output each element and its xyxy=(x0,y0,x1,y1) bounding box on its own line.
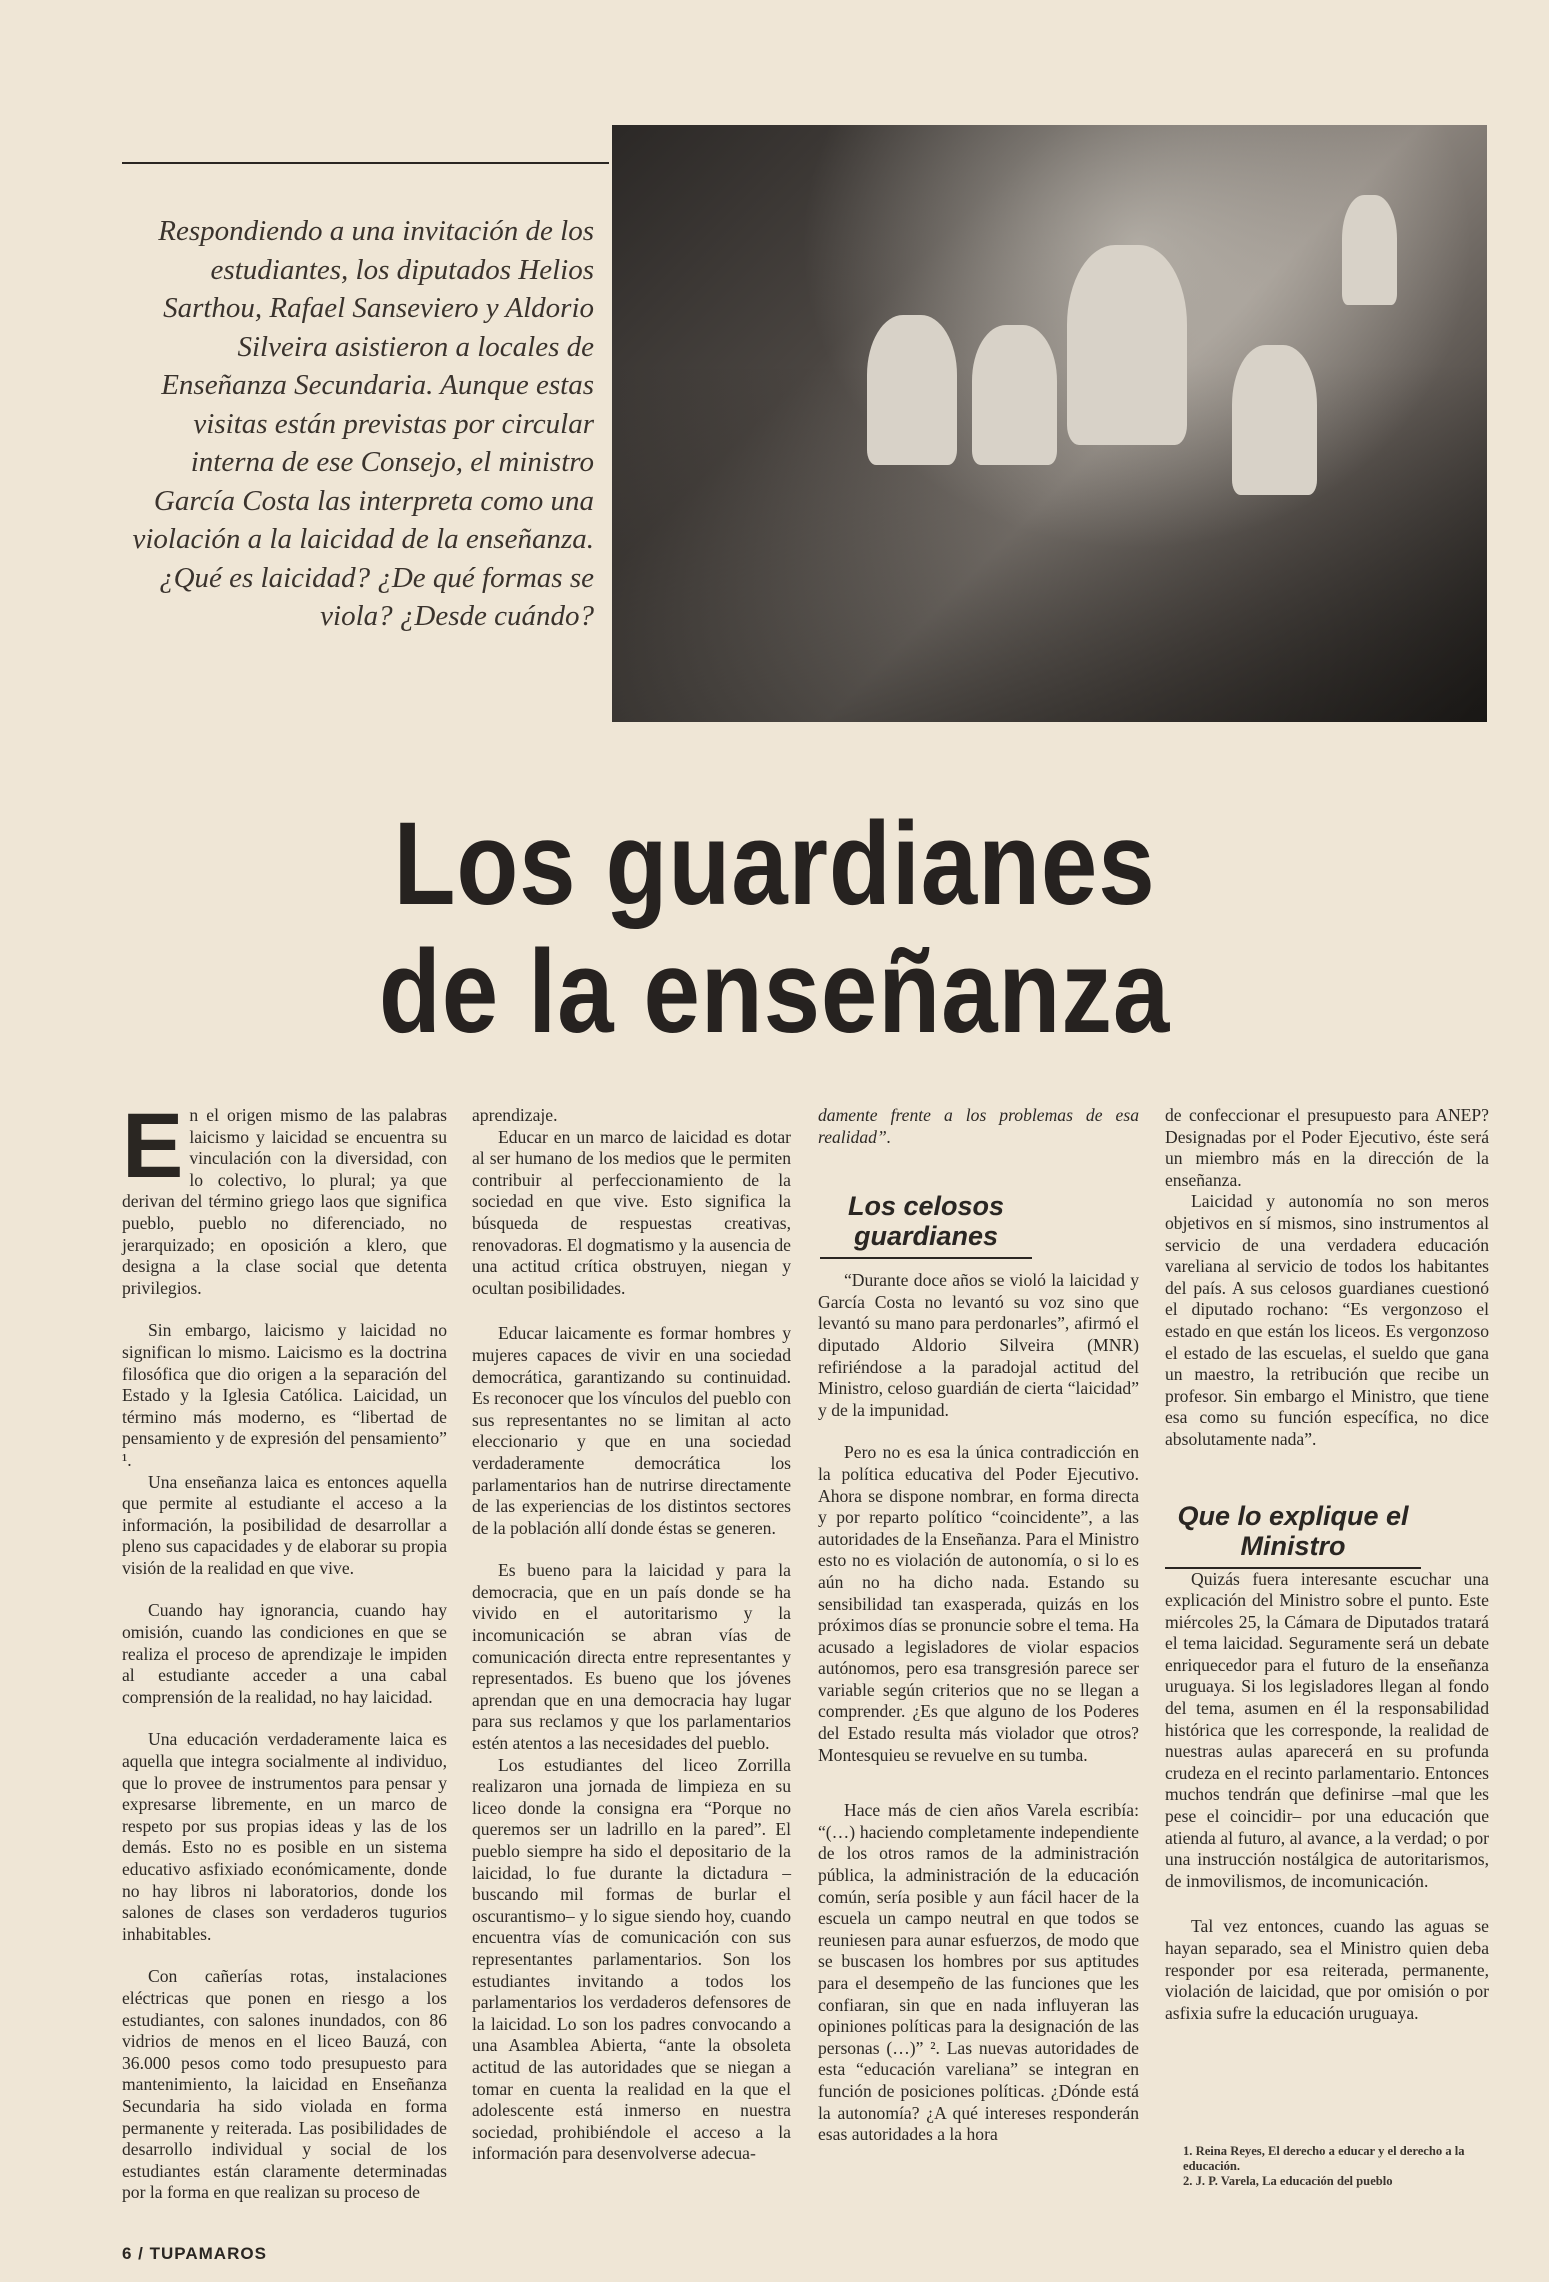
footnote-2: 2. J. P. Varela, La educación del pueblo xyxy=(1183,2174,1393,2188)
paragraph: de confeccionar el presupuesto para ANEP? Designadas por el Poder Ejecutivo, éste será un miembro más en la dirección de la enseñanza. xyxy=(1165,1105,1489,1190)
paragraph: Educar en un marco de laicidad es dotar al ser humano de los medios que le permiten contribuir al perfeccionamiento de la sociedad en que vive. Esto significa la búsqueda de respuestas creativas, renovadoras. El dogmatismo y la ausencia de una actitud crítica obstruyen, niegan y ocultan posibilidades. xyxy=(472,1126,791,1298)
page-footer: 6 / TUPAMAROS xyxy=(122,2244,267,2263)
subhead-que-lo-explique: Que lo explique el Ministro xyxy=(1165,1501,1421,1569)
lede-intro: Respondiendo a una invitación de los estudiantes, los diputados Helios Sarthou, Rafael Sanseviero y Aldorio Silveira asistieron a locales de Enseñanza Secundaria. Aunque estas visitas están previstas por circular interna de ese Consejo, el ministro García Costa las interpreta como una violación a la laicidad de la enseñanza. ¿Qué es laicidad? ¿De qué formas se viola? ¿Desde cuándo? xyxy=(132,215,594,632)
paragraph: Sin embargo, laicismo y laicidad no significan lo mismo. Laicismo es la doctrina filosófica que dio origen a la separación del Estado y la Iglesia Católica. Laicidad, un término más moderno, es “libertad de pensamiento y de expresión del pensamiento” ¹. xyxy=(122,1320,447,1470)
paragraph: Quizás fuera interesante escuchar una explicación del Ministro sobre el punto. Este miércoles 25, la Cámara de Diputados tratará el tema laicidad. Seguramente será un debate enriquecedor para el futuro de la enseñanza uruguaya. Si los legisladores llegan al fondo del tema, asumen en él la responsabilidad histórica que les corresponde, la realidad de nuestras aulas aparecerá en su profunda crudeza en el recinto parlamentario. Entonces muchos tendrán que definirse –mal que les pese el coincidir– por una educación que atienda al futuro, al avance, a la verdad; o por una instrucción nostálgica de autoritarismos, de inmovilismos, de incomunicación. xyxy=(1165,1568,1489,1891)
paragraph: Laicidad y autonomía no son meros objetivos en sí mismos, sino instrumentos al servicio de una verdadera educación vareliana al servicio de todos los habitantes del país. A sus celosos guardianes cuestionó el diputado rochano: “Es vergonzoso el estado en que están los liceos. Es vergonzoso el estado de las escuelas, el sueldo que gana un maestro, la retribución que recibe un profesor. Sin embargo el Ministro, que tiene esa como su función específica, no dice absolutamente nada”. xyxy=(1165,1191,1489,1449)
paragraph: aprendizaje. xyxy=(472,1105,558,1125)
top-rule xyxy=(122,162,609,164)
child-figure xyxy=(972,325,1057,465)
headline-line-2: de la enseñanza xyxy=(378,926,1171,1058)
headline xyxy=(108,800,1440,1056)
paragraph: Cuando hay ignorancia, cuando hay omisión, cuando las condiciones en que se realiza el proceso de aprendizaje le impiden al estudiante acceder a una cabal comprensión de la realidad, no hay laicidad. xyxy=(122,1600,447,1707)
paragraph: Tal vez entonces, cuando las aguas se hayan separado, sea el Ministro quien deba responder por esa reiterada, permanente, violación de laicidad, que por omisión o por asfixia sufre la educación uruguaya. xyxy=(1165,1916,1489,2023)
footnote-1: 1. Reina Reyes, El derecho a educar y el derecho a la educación. xyxy=(1183,2144,1465,2173)
footnotes xyxy=(1183,2144,1483,2189)
paragraph: Con cañerías rotas, instalaciones eléctricas que ponen en riesgo a los estudiantes, con salones inundados, con 86 vidrios de menos en el liceo Bauzá, con 36.000 pesos como todo presupuesto para mantenimiento, la laicidad en Enseñanza Secundaria ha sido violada en forma permanente y reiterada. Las posibilidades de desarrollo individual y social de los estudiantes están claramente determinadas por la forma en que realizan su proceso de xyxy=(122,1966,447,2203)
paragraph: Educar laicamente es formar hombres y mujeres capaces de vivir en una sociedad democrática, garantizando su continuidad. Es reconocer que los vínculos del pueblo con sus representantes no se limitan al acto eleccionario y que en una sociedad verdaderamente democrática los parlamentarios han de nutrirse directamente de las experiencias de los distintos sectores de la población allí donde éstas se generen. xyxy=(472,1323,791,1538)
dropcap: E xyxy=(122,1095,184,1197)
column-2 xyxy=(472,1105,791,2165)
teacher-figure xyxy=(1067,245,1187,445)
subhead-celosos-guardianes: Los celosos guardianes xyxy=(820,1191,1032,1259)
paragraph: “Durante doce años se violó la laicidad y García Costa no levantó su voz sino que levantó su mano para perdonarles”, afirmó el diputado Aldorio Silveira (MNR) refiriéndose a la paradojal actitud del Ministro, celoso guardián de cierta “laicidad” y de la impunidad. xyxy=(818,1270,1139,1420)
paragraph: Los estudiantes del liceo Zorrilla realizaron una jornada de limpieza en su liceo donde la consigna era “Porque no queremos ser un ladrillo en la pared”. El pueblo siempre ha sido el depositario de la laicidad, lo fue durante la dictadura –buscando mil formas de burlar el oscurantismo– y lo sigue siendo hoy, cuando encuentra vías de comunicación con sus representantes parlamentarios. Son los estudiantes invitando a todos los parlamentarios los verdaderos defensores de la laicidad. Lo son los padres convocando a una Asamblea Abierta, “ante la obsoleta actitud de las autoridades que se niegan a tomar en cuenta la realidad en la que el adolescente está inmerso en nuestra sociedad, prohibiéndole el acceso a la información para desenvolverse adecua- xyxy=(472,1754,791,2164)
paragraph: Una educación verdaderamente laica es aquella que integra socialmente al individuo, que lo provee de instrumentos para pensar y expresarse libremente, en un marco de respeto por sus propias ideas y las de los demás. Esto no es posible en un sistema educativo asfixiado económicamente, donde no hay libros ni laboratorios, donde los salones de clases son verdaderos tugurios inhabitables. xyxy=(122,1729,447,1944)
paragraph: En el origen mismo de las palabras laicismo y laicidad se encuentra su vinculación con la diversidad, con lo colectivo, lo plural; ya que derivan del término griego laos que significa pueblo, pueblo no diferenciado, no jerarquizado; en oposición a klero, que designa a la clase social que detenta privilegios. xyxy=(122,1095,447,1298)
child-figure xyxy=(867,315,957,465)
paragraph: Una enseñanza laica es entonces aquella que permite al estudiante el acceso a la información, la posibilidad de desarrollar a pleno sus capacidades y de elaborar su propia visión de la realidad en que vive. xyxy=(122,1471,447,1578)
paragraph: damente frente a los problemas de esa realidad”. xyxy=(818,1105,1139,1147)
paragraph: Es bueno para la laicidad y para la democracia, que en un país donde se ha vivido en el autoritarismo y la incomunicación se abran vías de comunicación directa entre representantes y representados. Es bueno que los jóvenes aprendan que en una democracia hay lugar para sus reclamos y que los parlamentarios estén atentos a las necesidades del pueblo. xyxy=(472,1560,791,1754)
paragraph: Hace más de cien años Varela escribía: “(…) haciendo completamente independiente de los otros ramos de la administración pública, la administración de la educación común, sería posible y aun fácil hacer de la escuela un campo neutral en que todos se reuniesen para aunar esfuerzos, de modo que se buscasen los hombres por sus aptitudes para el desempeño de las funciones que les confiaran, sin que en nada influyeran las opiniones políticas para la designación de las personas (…)” ². Las nuevas autoridades de esta “educación vareliana” se integran en función de posiciones políticas. ¿Dónde está la autonomía? ¿A qué intereses responderán esas autoridades a la hora xyxy=(818,1800,1139,2145)
column-1 xyxy=(122,1095,447,2204)
child-figure xyxy=(1232,345,1317,495)
adult-figure xyxy=(1342,195,1397,305)
paragraph: Pero no es esa la única contradicción en la política educativa del Poder Ejecutivo. Ahora se dispone nombrar, en forma directa y por reparto político “coincidente”, a las autoridades de la Enseñanza. Para el Ministro esto no es violación de autonomía, o si lo es aún no ha dicho nada. Estando su sensibilidad tan exasperada, quizás en los próximos días se pronuncie sobre el tema. Ha acusado a legisladores de violar espacios autónomos, pero esa transgresión parece ser variable según criterios que no se llegan a comprender. ¿Es que alguno de los Poderes del Estado resulta más violador que otros? Montesquieu se revuelve en su tumba. xyxy=(818,1442,1139,1765)
schoolchildren-photo xyxy=(612,125,1487,722)
column-3 xyxy=(818,1105,1139,2146)
headline-line-1: Los guardianes xyxy=(393,798,1156,930)
